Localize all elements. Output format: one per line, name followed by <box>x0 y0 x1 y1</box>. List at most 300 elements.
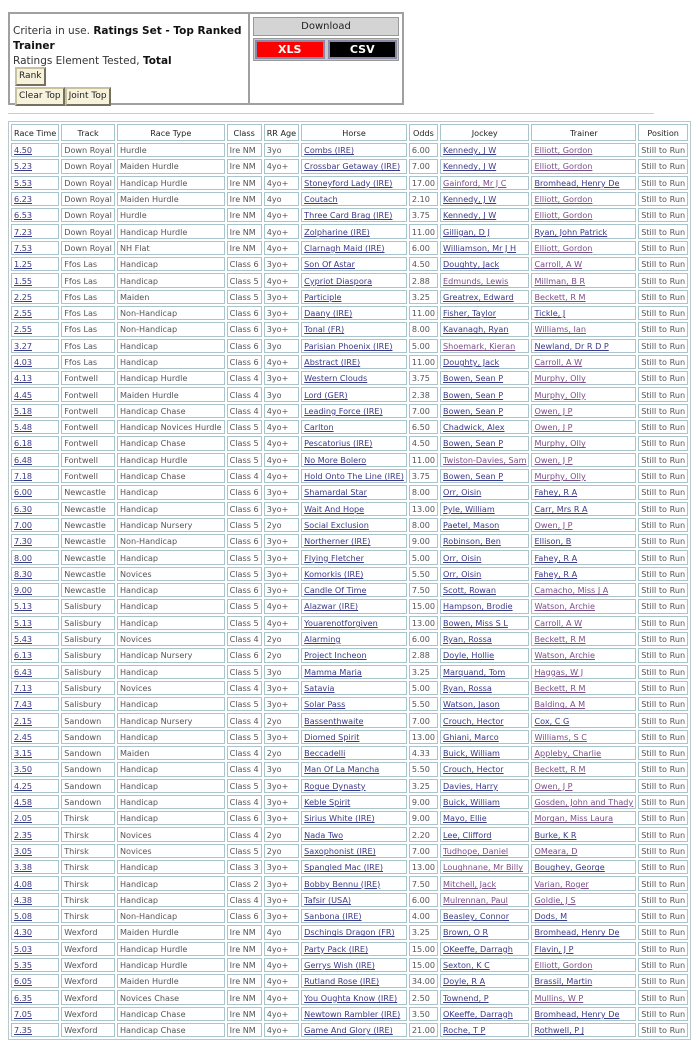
jockey-link[interactable]: Bowen, Sean P <box>443 405 504 416</box>
horse-link[interactable]: Carlton <box>304 422 334 433</box>
header-race-time[interactable]: Race Time <box>11 124 59 141</box>
cell-class: Class 4 <box>227 632 262 646</box>
race-time-link[interactable]: 8.30 <box>14 568 33 579</box>
cell-odds: 15.00 <box>409 958 438 972</box>
horse-link[interactable]: Son Of Astar <box>304 259 355 270</box>
clear-top-button[interactable]: Clear Top <box>15 87 65 106</box>
cell-race-type: Novices <box>117 827 225 841</box>
race-time-link[interactable]: 2.35 <box>14 829 33 840</box>
cell-race-time <box>11 762 59 776</box>
cell-trainer <box>531 827 636 841</box>
horse-link[interactable]: Project Incheon <box>304 650 367 661</box>
cell-horse <box>301 567 407 581</box>
jockey-link[interactable]: Beasley, Connor <box>443 911 510 922</box>
jockey-link[interactable]: Twiston-Davies, Sam <box>443 454 527 465</box>
cell-rr-age: 3yo+ <box>264 909 299 923</box>
race-time-link[interactable]: 1.25 <box>14 259 33 270</box>
jockey-link[interactable]: Greatrex, Edward <box>443 291 514 302</box>
horse-link[interactable]: Diomed Spirit <box>304 731 360 742</box>
horse-link[interactable]: Cypriot Diaspora <box>304 275 373 286</box>
race-time-link[interactable]: 1.55 <box>14 275 33 286</box>
trainer-link[interactable]: Bromhead, Henry De <box>534 1008 620 1019</box>
horse-link[interactable]: Leading Force (IRE) <box>304 405 383 416</box>
trainer-link[interactable]: Elliott, Gordon <box>534 161 593 172</box>
trainer-link[interactable]: Carroll, A W <box>534 259 583 270</box>
cell-jockey <box>440 974 529 988</box>
jockey-link[interactable]: OKeeffe, Darragh <box>443 1008 513 1019</box>
trainer-link[interactable]: Williams, S C <box>534 731 587 742</box>
race-time-link[interactable]: 7.05 <box>14 1008 33 1019</box>
trainer-link[interactable]: Burke, K R <box>534 829 577 840</box>
jockey-link[interactable]: Ryan, Rossa <box>443 682 492 693</box>
table-row <box>11 909 688 923</box>
horse-link[interactable]: Keble Spirit <box>304 797 351 808</box>
horse-link[interactable]: Youarenotforgiven <box>304 617 378 628</box>
horse-link[interactable]: Sirius White (IRE) <box>304 813 375 824</box>
horse-link[interactable]: Tafsir (USA) <box>304 894 352 905</box>
trainer-link[interactable]: Morgan, Miss Laura <box>534 813 614 824</box>
jockey-link[interactable]: Doughty, Jack <box>443 259 500 270</box>
race-time-link[interactable]: 3.15 <box>14 748 33 759</box>
race-time-link[interactable]: 7.30 <box>14 536 33 547</box>
cell-horse <box>301 827 407 841</box>
trainer-link[interactable]: Fahey, R A <box>534 552 578 563</box>
race-time-link[interactable]: 5.35 <box>14 959 33 970</box>
race-time-link[interactable]: 7.35 <box>14 1025 33 1036</box>
jockey-link[interactable]: Crouch, Hector <box>443 764 504 775</box>
cell-class: Class 5 <box>227 779 262 793</box>
trainer-link[interactable]: Elliott, Gordon <box>534 194 593 205</box>
race-time-link[interactable]: 5.23 <box>14 161 33 172</box>
race-time-link[interactable]: 4.50 <box>14 145 33 156</box>
table-row <box>11 469 688 483</box>
horse-link[interactable]: Coutach <box>304 194 338 205</box>
race-time-link[interactable]: 7.43 <box>14 699 33 710</box>
horse-link[interactable]: Solar Pass <box>304 699 346 710</box>
race-time-link[interactable]: 9.00 <box>14 585 33 596</box>
trainer-link[interactable]: Goldie, J S <box>534 894 576 905</box>
cell-odds: 9.00 <box>409 811 438 825</box>
horse-link[interactable]: Man Of La Mancha <box>304 764 380 775</box>
jockey-link[interactable]: Orr, Oisin <box>443 487 482 498</box>
table-row <box>11 990 688 1004</box>
horse-link[interactable]: Abstract (IRE) <box>304 357 361 367</box>
horse-link[interactable]: Wait And Hope <box>304 503 365 514</box>
trainer-link[interactable]: Brassil, Martin <box>534 976 593 987</box>
cell-track: Thirsk <box>61 876 115 890</box>
trainer-link[interactable]: Owen, J P <box>534 422 573 433</box>
horse-link[interactable]: Bobby Bennu (IRE) <box>304 878 381 889</box>
horse-link[interactable]: Gerrys Wish (IRE) <box>304 959 375 970</box>
race-time-link[interactable]: 6.43 <box>14 666 33 677</box>
header-class[interactable]: Class <box>227 124 262 141</box>
cell-track: Salisbury <box>61 697 115 711</box>
trainer-link[interactable]: Tickle, J <box>534 308 566 319</box>
race-time-link[interactable]: 6.53 <box>14 210 33 221</box>
horse-link[interactable]: Shamardal Star <box>304 487 367 498</box>
race-time-link[interactable]: 3.05 <box>14 845 33 856</box>
table-row <box>11 176 688 190</box>
jockey-link[interactable]: Tudhope, Daniel <box>443 845 509 856</box>
trainer-link[interactable]: Murphy, Olly <box>534 389 586 400</box>
horse-link[interactable]: Sanbona (IRE) <box>304 911 362 922</box>
horse-link[interactable]: Participle <box>304 291 342 302</box>
race-time-link[interactable]: 6.13 <box>14 650 33 661</box>
trainer-link[interactable]: Bromhead, Henry De <box>534 927 620 938</box>
cell-jockey <box>440 339 529 353</box>
trainer-link[interactable]: Haggas, W J <box>534 666 584 677</box>
horse-link[interactable]: Rutland Rose (IRE) <box>304 976 380 987</box>
cell-jockey <box>440 224 529 238</box>
table-row <box>11 257 688 271</box>
cell-rr-age: 2yo <box>264 844 299 858</box>
jockey-link[interactable]: Bowen, Sean P <box>443 438 504 449</box>
race-time-link[interactable]: 5.03 <box>14 943 33 954</box>
table-row <box>11 550 688 564</box>
trainer-link[interactable]: Cox, C G <box>534 715 570 726</box>
cell-rr-age: 3yo+ <box>264 893 299 907</box>
race-time-link[interactable]: 7.53 <box>14 242 33 253</box>
cell-class: Class 4 <box>227 762 262 776</box>
cell-horse <box>301 648 407 662</box>
header-horse[interactable]: Horse <box>301 124 407 141</box>
jockey-link[interactable]: Davies, Harry <box>443 780 498 791</box>
race-time-link[interactable]: 2.45 <box>14 731 33 742</box>
trainer-link[interactable]: Carroll, A W <box>534 617 583 628</box>
jockey-link[interactable]: Orr, Oisin <box>443 568 482 579</box>
jockey-link[interactable]: Sexton, K C <box>443 959 490 970</box>
cell-trainer <box>531 290 636 304</box>
cell-trainer <box>531 583 636 597</box>
jockey-link[interactable]: Bowen, Miss S L <box>443 617 508 628</box>
jockey-link[interactable]: Loughnane, Mr Billy <box>443 862 524 873</box>
jockey-link[interactable]: Brown, O R <box>443 927 489 938</box>
horse-link[interactable]: Hold Onto The Line (IRE) <box>304 471 404 482</box>
horse-link[interactable]: Flying Fletcher <box>304 552 364 563</box>
horse-link[interactable]: Northerner (IRE) <box>304 536 371 547</box>
race-time-link[interactable]: 6.18 <box>14 438 33 449</box>
race-time-link[interactable]: 6.00 <box>14 487 33 498</box>
cell-race-time <box>11 1007 59 1021</box>
trainer-link[interactable]: Camacho, Miss J A <box>534 585 609 596</box>
race-time-link[interactable]: 5.13 <box>14 617 33 628</box>
jockey-link[interactable]: Townend, P <box>443 992 489 1003</box>
cell-horse <box>301 990 407 1004</box>
jockey-link[interactable]: Edmunds, Lewis <box>443 275 509 286</box>
jockey-link[interactable]: Lee, Clifford <box>443 829 492 840</box>
race-time-link[interactable]: 5.13 <box>14 601 33 612</box>
jockey-link[interactable]: OKeeffe, Darragh <box>443 943 513 954</box>
cell-track: Newcastle <box>61 518 115 532</box>
header-track[interactable]: Track <box>61 124 115 141</box>
horse-link[interactable]: Newtown Rambler (IRE) <box>304 1008 401 1019</box>
trainer-link[interactable]: Fahey, R A <box>534 487 578 498</box>
cell-race-type: Maiden <box>117 746 225 760</box>
race-time-link[interactable]: 4.45 <box>14 389 33 400</box>
jockey-link[interactable]: Pyle, William <box>443 503 495 514</box>
jockey-link[interactable]: Mayo, Ellie <box>443 813 487 824</box>
trainer-link[interactable]: Owen, J P <box>534 405 573 416</box>
trainer-link[interactable]: Varian, Roger <box>534 878 589 889</box>
cell-odds: 6.00 <box>409 893 438 907</box>
race-time-link[interactable]: 4.03 <box>14 357 33 367</box>
joint-top-button[interactable]: Joint Top <box>65 87 111 106</box>
horse-link[interactable]: Clarnagh Maid (IRE) <box>304 242 385 253</box>
race-time-link[interactable]: 4.08 <box>14 878 33 889</box>
jockey-link[interactable]: Crouch, Hector <box>443 715 504 726</box>
cell-horse <box>301 404 407 418</box>
jockey-link[interactable]: Hampson, Brodie <box>443 601 513 612</box>
horse-link[interactable]: Party Pack (IRE) <box>304 943 369 954</box>
cell-horse <box>301 453 407 467</box>
race-time-link[interactable]: 4.13 <box>14 373 33 384</box>
cell-race-time <box>11 290 59 304</box>
jockey-link[interactable]: Bowen, Sean P <box>443 373 504 384</box>
cell-odds: 2.88 <box>409 273 438 287</box>
trainer-link[interactable]: Elliott, Gordon <box>534 242 593 253</box>
header-race-type[interactable]: Race Type <box>117 124 225 141</box>
csv-download-button[interactable]: CSV <box>328 40 398 59</box>
horse-link[interactable]: Satavia <box>304 682 335 693</box>
jockey-link[interactable]: Mulrennan, Paul <box>443 894 508 905</box>
jockey-link[interactable]: Marquand, Tom <box>443 666 506 677</box>
cell-track: Fontwell <box>61 469 115 483</box>
horse-link[interactable]: Mamma Maria <box>304 666 362 677</box>
cell-position: Still to Run <box>638 355 688 369</box>
jockey-link[interactable]: Kennedy, J W <box>443 194 497 205</box>
header-position[interactable]: Position <box>638 124 688 141</box>
header-trainer[interactable]: Trainer <box>531 124 636 141</box>
jockey-link[interactable]: Kennedy, J W <box>443 145 497 156</box>
horse-link[interactable]: Alazwar (IRE) <box>304 601 359 612</box>
trainer-link[interactable]: OMeara, D <box>534 845 578 856</box>
horse-link[interactable]: Combs (IRE) <box>304 145 355 156</box>
cell-race-type: Novices <box>117 681 225 695</box>
horse-link[interactable]: Nada Two <box>304 829 344 840</box>
cell-jockey <box>440 371 529 385</box>
jockey-link[interactable]: Robinson, Ben <box>443 536 501 547</box>
header-odds[interactable]: Odds <box>409 124 438 141</box>
cell-trainer <box>531 339 636 353</box>
jockey-link[interactable]: Orr, Oisin <box>443 552 482 563</box>
horse-link[interactable]: Alarming <box>304 634 341 645</box>
race-time-link[interactable]: 3.50 <box>14 764 33 775</box>
race-time-link[interactable]: 4.25 <box>14 780 33 791</box>
xls-download-button[interactable]: XLS <box>255 40 325 59</box>
cell-track: Down Royal <box>61 192 115 206</box>
jockey-link[interactable]: Kennedy, J W <box>443 161 497 172</box>
trainer-link[interactable]: Elliott, Gordon <box>534 210 593 221</box>
cell-race-time <box>11 273 59 287</box>
trainer-link[interactable]: Rothwell, P J <box>534 1025 585 1036</box>
horse-link[interactable]: Three Card Brag (IRE) <box>304 210 393 221</box>
trainer-link[interactable]: Carr, Mrs R A <box>534 503 588 514</box>
trainer-link[interactable]: Watson, Archie <box>534 601 596 612</box>
table-row <box>11 404 688 418</box>
horse-link[interactable]: Dschingis Dragon (FR) <box>304 927 395 938</box>
cell-odds: 2.10 <box>409 192 438 206</box>
trainer-link[interactable]: Owen, J P <box>534 780 573 791</box>
table-row <box>11 632 688 646</box>
trainer-link[interactable]: Beckett, R M <box>534 291 586 302</box>
race-time-link[interactable]: 6.30 <box>14 503 33 514</box>
cell-odds: 3.25 <box>409 290 438 304</box>
cell-odds: 9.00 <box>409 795 438 809</box>
jockey-link[interactable]: Doyle, R A <box>443 976 486 987</box>
cell-rr-age: 3yo <box>264 665 299 679</box>
cell-track: Thirsk <box>61 860 115 874</box>
horse-link[interactable]: Social Exclusion <box>304 519 369 530</box>
horse-link[interactable]: Parisian Phoenix (IRE) <box>304 340 393 351</box>
trainer-link[interactable]: Beckett, R M <box>534 634 586 645</box>
rank-button[interactable]: Rank <box>15 67 46 86</box>
race-time-link[interactable]: 7.18 <box>14 471 33 482</box>
jockey-link[interactable]: Ghiani, Marco <box>443 731 499 742</box>
jockey-link[interactable]: Doughty, Jack <box>443 357 500 367</box>
trainer-link[interactable]: Newland, Dr R D P <box>534 340 609 351</box>
jockey-link[interactable]: Buick, William <box>443 748 500 759</box>
jockey-link[interactable]: Gainford, Mr J C <box>443 177 507 188</box>
cell-class: Class 6 <box>227 502 262 516</box>
race-time-link[interactable]: 4.38 <box>14 894 33 905</box>
cell-race-time <box>11 925 59 939</box>
horse-link[interactable]: Crossbar Getaway (IRE) <box>304 161 401 172</box>
horse-link[interactable]: Pescatorius (IRE) <box>304 438 373 449</box>
trainer-link[interactable]: Gosden, John and Thady <box>534 797 634 808</box>
header-rr-age[interactable]: RR Age <box>264 124 299 141</box>
trainer-link[interactable]: Dods, M <box>534 911 568 922</box>
horse-link[interactable]: Saxophonist (IRE) <box>304 845 376 856</box>
jockey-link[interactable]: Kavanagh, Ryan <box>443 324 509 335</box>
header-jockey[interactable]: Jockey <box>440 124 529 141</box>
horse-link[interactable]: Spangled Mac (IRE) <box>304 862 384 873</box>
trainer-link[interactable]: Carroll, A W <box>534 357 583 367</box>
jockey-link[interactable]: Doyle, Hollie <box>443 650 495 661</box>
trainer-link[interactable]: Boughey, George <box>534 862 605 873</box>
horse-link[interactable]: Rogue Dynasty <box>304 780 366 791</box>
trainer-link[interactable]: Ryan, John Patrick <box>534 226 608 237</box>
cell-odds: 11.00 <box>409 306 438 320</box>
trainer-link[interactable]: Balding, A M <box>534 699 586 710</box>
trainer-link[interactable]: Flavin, J P <box>534 943 574 954</box>
race-time-link[interactable]: 7.23 <box>14 226 33 237</box>
trainer-link[interactable]: Beckett, R M <box>534 764 586 775</box>
criteria-panel <box>8 12 404 105</box>
jockey-link[interactable]: Scott, Rowan <box>443 585 496 596</box>
jockey-link[interactable]: Bowen, Sean P <box>443 389 504 400</box>
horse-link[interactable]: Game And Glory (IRE) <box>304 1025 393 1036</box>
race-time-link[interactable]: 2.25 <box>14 291 33 302</box>
race-time-link[interactable]: 2.15 <box>14 715 33 726</box>
trainer-link[interactable]: Owen, J P <box>534 454 573 465</box>
cell-jockey <box>440 697 529 711</box>
race-time-link[interactable]: 6.48 <box>14 454 33 465</box>
trainer-link[interactable]: Appleby, Charlie <box>534 748 602 759</box>
horse-link[interactable]: Lord (GER) <box>304 389 348 400</box>
horse-link[interactable]: Western Clouds <box>304 373 368 384</box>
horse-link[interactable]: Candle Of Time <box>304 585 367 596</box>
race-time-link[interactable]: 6.23 <box>14 194 33 205</box>
trainer-link[interactable]: Murphy, Olly <box>534 373 586 384</box>
horse-link[interactable]: Beccadelli <box>304 748 346 759</box>
table-row <box>11 518 688 532</box>
race-time-link[interactable]: 6.05 <box>14 976 33 987</box>
trainer-link[interactable]: Ellison, B <box>534 536 572 547</box>
horse-link[interactable]: Komorkis (IRE) <box>304 568 364 579</box>
cell-rr-age: 3yo+ <box>264 306 299 320</box>
race-time-link[interactable]: 6.35 <box>14 992 33 1003</box>
trainer-link[interactable]: Williams, Ian <box>534 324 586 335</box>
race-time-link[interactable]: 5.43 <box>14 634 33 645</box>
trainer-link[interactable]: Fahey, R A <box>534 568 578 579</box>
race-time-link[interactable]: 8.00 <box>14 552 33 563</box>
trainer-link[interactable]: Elliott, Gordon <box>534 145 593 156</box>
trainer-link[interactable]: Bromhead, Henry De <box>534 177 620 188</box>
trainer-link[interactable]: Owen, J P <box>534 519 573 530</box>
jockey-link[interactable]: Williamson, Mr J H <box>443 242 517 253</box>
cell-race-time <box>11 893 59 907</box>
cell-race-time <box>11 958 59 972</box>
race-time-link[interactable]: 4.30 <box>14 927 33 938</box>
horse-link[interactable]: Zolpharine (IRE) <box>304 226 370 237</box>
jockey-link[interactable]: Watson, Jason <box>443 699 500 710</box>
cell-race-type: Handicap Chase <box>117 436 225 450</box>
jockey-link[interactable]: Mitchell, Jack <box>443 878 497 889</box>
jockey-link[interactable]: Gilligan, D J <box>443 226 490 237</box>
table-row <box>11 1007 688 1021</box>
race-time-link[interactable]: 7.00 <box>14 519 33 530</box>
race-time-link[interactable]: 3.38 <box>14 862 33 873</box>
jockey-link[interactable]: Ryan, Rossa <box>443 634 492 645</box>
race-time-link[interactable]: 2.05 <box>14 813 33 824</box>
trainer-link[interactable]: Elliott, Gordon <box>534 959 593 970</box>
horse-link[interactable]: Tonal (FR) <box>304 324 345 335</box>
trainer-link[interactable]: Mullins, W P <box>534 992 584 1003</box>
jockey-link[interactable]: Bowen, Sean P <box>443 471 504 482</box>
trainer-link[interactable]: Beckett, R M <box>534 682 586 693</box>
trainer-link[interactable]: Murphy, Olly <box>534 438 586 449</box>
horse-link[interactable]: You Oughta Know (IRE) <box>304 992 398 1003</box>
race-time-link[interactable]: 5.53 <box>14 177 33 188</box>
race-time-link[interactable]: 2.55 <box>14 324 33 335</box>
race-time-link[interactable]: 5.18 <box>14 405 33 416</box>
jockey-link[interactable]: Shoemark, Kieran <box>443 340 516 351</box>
horse-link[interactable]: Daany (IRE) <box>304 308 353 319</box>
horse-link[interactable]: Bassenthwaite <box>304 715 364 726</box>
race-time-link[interactable]: 2.55 <box>14 308 33 319</box>
cell-position: Still to Run <box>638 290 688 304</box>
race-time-link[interactable]: 5.48 <box>14 422 33 433</box>
jockey-link[interactable]: Chadwick, Alex <box>443 422 505 433</box>
jockey-link[interactable]: Kennedy, J W <box>443 210 497 221</box>
table-row <box>11 159 688 173</box>
trainer-link[interactable]: Millman, B R <box>534 275 586 286</box>
horse-link[interactable]: No More Bolero <box>304 454 367 465</box>
race-time-link[interactable]: 3.27 <box>14 340 33 351</box>
trainer-link[interactable]: Watson, Archie <box>534 650 596 661</box>
cell-race-time <box>11 306 59 320</box>
race-time-link[interactable]: 5.08 <box>14 911 33 922</box>
jockey-link[interactable]: Fisher, Taylor <box>443 308 497 319</box>
trainer-link[interactable]: Murphy, Olly <box>534 471 586 482</box>
race-time-link[interactable]: 4.58 <box>14 797 33 808</box>
jockey-link[interactable]: Buick, William <box>443 797 500 808</box>
jockey-link[interactable]: Roche, T P <box>443 1025 486 1036</box>
race-time-link[interactable]: 7.13 <box>14 682 33 693</box>
cell-rr-age: 3yo <box>264 762 299 776</box>
horse-link[interactable]: Stoneyford Lady (IRE) <box>304 177 393 188</box>
jockey-link[interactable]: Paetel, Mason <box>443 519 500 530</box>
